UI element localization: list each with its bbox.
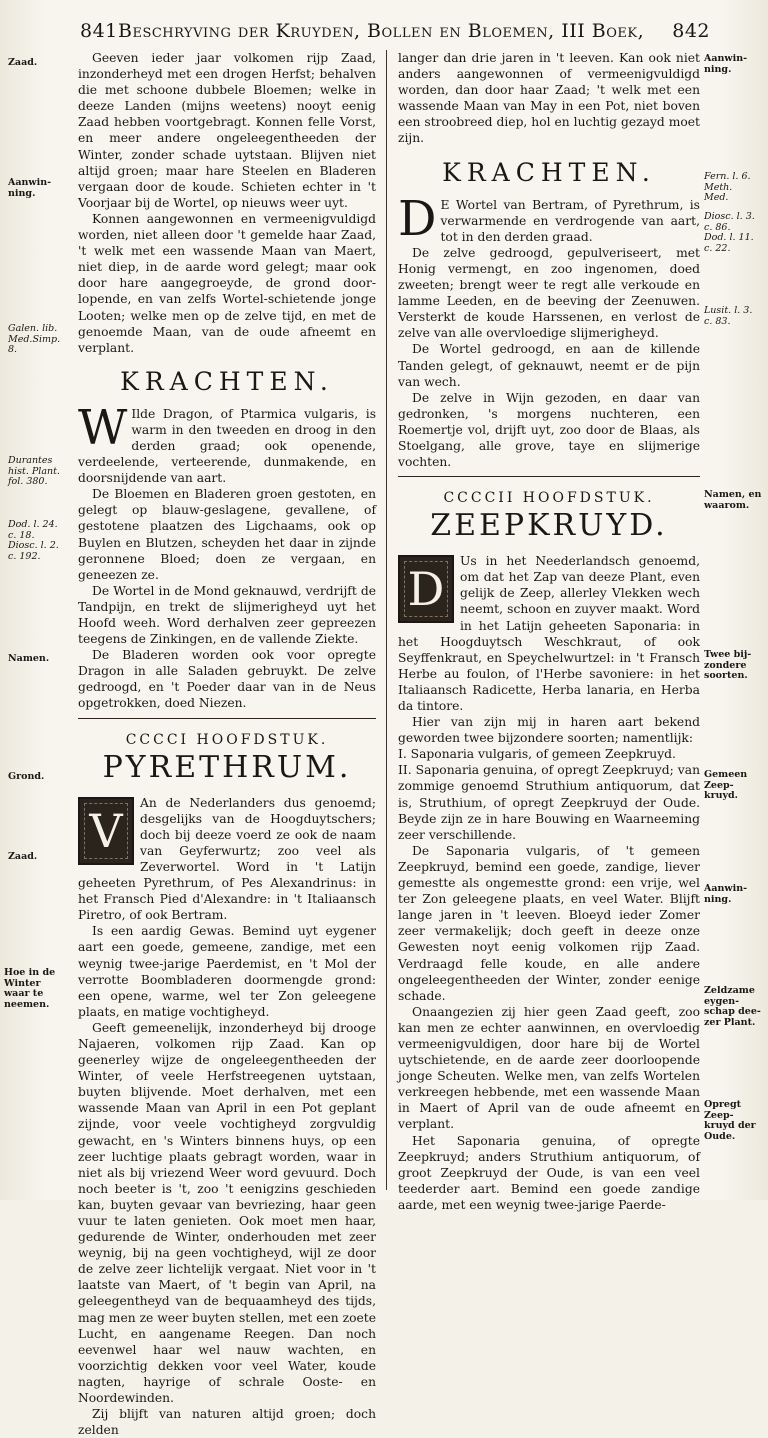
chapter-title-pyrethrum: PYRETHRUM. [102, 749, 352, 785]
initial-letter-d: D [398, 190, 437, 247]
section-heading-krachten-2: KRACHTEN. [442, 157, 656, 187]
margin-note-opregt: Opregt Zeep- kruyd der Oude. [704, 1099, 756, 1142]
margin-note-fernelius: Fern. l. 6. Meth. Med. [704, 171, 751, 203]
paragraph-pyrethrum-krachten-2: De zelve gedroogd, gepulveriseert, met Honig vermengt, en zoo ingenomen, doed zweeten; brengt weer te regt alle verkoude en lamme Leeden, en de beeving der Zeenuwen. Versterkt de koude Harssenen, en verlost de zelve van alle overvloedige slijmerigheyd. [398, 245, 700, 341]
chapter-number-2: CCCCII HOOFDSTUK. [443, 490, 655, 507]
paragraph-zaad: Geeven ieder jaar volkomen rijp Zaad, inzonderheyd met een drogen Herfst; behalven die met schoone dubbele Bloemen; welke in deeze Landen (mijns weetens) nooyt eenig Zaad hebben voortgebragt. Konnen felle Vorst, en meer andere ongeleegentheeden der Winter, zonder schade uytstaan. Blijven niet altijd groen; maar hare Steelen en Bladeren vergaan door de koude. Schieten echter in 't Voorjaar bij de Wortel, op nieuws weer uyt. [78, 51, 376, 210]
margin-note-zeldzame: Zeldzame eygen- schap dee- zer Plant. [704, 985, 761, 1028]
paragraph-namen: An de Nederlanders dus genoemd; desgelijks van de Hoogduytschers; doch bij deeze voerd ze ook de naam van Geyferwurtz; zoo veel als Zeverwortel. Word in 't Latijn geheeten Pyrethrum, of Pes Alexandrinus: in het Fransch Pied d'Alexandre: in 't Italiaansch Piretro, of ook Bertram. [78, 795, 376, 923]
margin-note-winter: Hoe in de Winter waar te neemen. [4, 967, 56, 1010]
margin-note-lusitanus: Lusit. l. 3. c. 83. [704, 305, 753, 327]
initial-letter-w: W [78, 399, 128, 456]
decorated-initial-d [398, 555, 454, 623]
left-column [78, 50, 376, 1438]
paragraph-pyrethrum-krachten-1: E Wortel van Bertram, of Pyrethrum, is verwarmende en verdrogende van aart, tot in den derden graad. [440, 197, 700, 244]
margin-note-namen: Namen. [8, 653, 50, 664]
page-number-left: 841 [80, 20, 118, 42]
initial-ornament-frame-2 [404, 561, 448, 617]
chapter-rule-2 [398, 476, 700, 477]
margin-note-durantes: Durantes hist. Plant. fol. 380. [8, 455, 60, 487]
page-header [60, 16, 718, 46]
paragraph-genuina: Het Saponaria genuina, of opregte Zeepkruyd; anders Struthium antiquorum, of groot Zeepkruyd der Oude, is van een veel teederder aart. Bemind een goede zandige aarde, met een weynig twee-jarige Paerde- [398, 1133, 700, 1212]
margin-note-galen: Galen. lib. Med.Simp. 8. [8, 323, 61, 355]
margin-note-twee-soorten: Twee bij- zondere soorten. [704, 649, 752, 681]
column-divider [386, 50, 387, 1190]
paragraph-soorten: Hier van zijn mij in haren aart bekend geworden twee bijzondere soorten; namentlijk: [398, 715, 700, 746]
right-column [398, 50, 700, 1212]
initial-ornament-frame [84, 803, 128, 859]
paragraph-last-line: Zij blijft van naturen altijd groen; doch zelden [78, 1407, 376, 1438]
chapter-rule [78, 718, 376, 719]
list-item-2: II. Saponaria genuina, of opregt Zeepkruyd; van zommige genoemd Struthium antiquorum, dat is, Struthium, of opregt Zeepkruyd der Oude. Beyde zijn ze in hare Bouwing en Waarneeming zeer verschillende. [398, 763, 700, 842]
paragraph-zaad-2: Geeft gemeenelijk, inzonderheyd bij drooge Najaeren, volkomen rijp Zaad. Kan op geenerley wijze de ongeleegentheeden der Winter, of veele Herfstreegenen uytstaan, buyten blijvende. Moet derhalven, met een wassende Maan van April in een Pot geplant zijnde, voor veele vochtigheyd zorgvuldig gewacht, en 's Winters binnens huys, op een zeer luchtige plaats gebragt worden, waar in niet als bij vriezend Weer word gevuurd. Doch noch beeter is 't, zoo 't eenigzins geschieden kan, buyten gevaar van bevriezing, haar geen vuur te laten genieten. Ook moet men haar, gedurende de Winter, onderhouden met zeer weynig, bij na geen vochtigheyd, wijl ze door de zelve zeer lichtelijk vergaat. Niet voor in 't laatste van Maert, of 't begin van April, na geleegentheyd van de bequaamheyd des tijds, mag men ze weer buyten stellen, met een zoete Lucht, en aangename Reegen. Dan noch eevenwel haar wel nauw wachten, en voorzichtig dekken voor veel Water, koude nagten, hayrige of schrale Ooste- en Noordewinden. [78, 1020, 376, 1406]
margin-note-zaad-2: Zaad. [8, 851, 38, 862]
paragraph-pyrethrum-krachten-4: De zelve in Wijn gezoden, en daar van gedronken, 's morgens nuchteren, een Roemertje vol, drijft uyt, zoo door de Blaas, als Stoelgang, alle grove, taye en slijmerige vochten. [398, 390, 700, 470]
margin-note-gemeen-zeepkruyd: Gemeen Zeep- kruyd. [704, 769, 748, 801]
initial-letter-d-decorated: D [407, 562, 445, 617]
paragraph-pyrethrum-krachten-3: De Wortel gedroogd, en aan de killende Tanden gelegt, of geknauwt, neemt er de pijn van wech. [398, 342, 700, 389]
margin-note-zaad: Zaad. [8, 57, 38, 68]
margin-note-aanwinning-right: Aanwin- ning. [704, 53, 748, 75]
paragraph-continuation: langer dan drie jaren in 't leeven. Kan ook niet anders aangewonnen of vermeenigvuldigd worden, dan door haar Zaad; 't welk met een wassende Maan van May in een Pot, niet boven een stroobreed diep, hol en luchtig gezayd moet zijn. [398, 51, 700, 146]
decorated-initial-v [78, 797, 134, 865]
paragraph-gemeen-zeepkruyd: De Saponaria vulgaris, of 't gemeen Zeepkruyd, bemind een goede, zandige, liever gemestte als ongemestte grond: een vrije, wel ter Zon geleegene plaats, en veel Water. Blijft lange jaren in 't leeven. Bloeyd ieder Zomer zeer vermakelijk; doch geeft in deeze onze Gewesten noyt eenig volkomen rijp Zaad. Verdraagd felle koude, en alle andere ongeleegentheeden der Winter, zonder eenige schade. [398, 843, 700, 1003]
running-head: Beschryving der Kruyden, Bollen en Bloemen, III Boek, [118, 20, 645, 42]
list-item-1: I. Saponaria vulgaris, of gemeen Zeepkruyd. [398, 747, 676, 762]
paragraph-krachten-3: De Wortel in de Mond geknauwd, verdrijft de Tandpijn, en trekt de slijmerigheyd uyt het Hoofd weeh. Word derhalven zeer gepreezen teegens de Zinkingen, en de vallende Ziekte. [78, 583, 376, 647]
margin-note-dioscorides: Diosc. l. 3. c. 86. Dod. l. 11. c. 22. [704, 211, 755, 254]
margin-note-grond: Grond. [8, 771, 45, 782]
paragraph-krachten-4: De Bladeren worden ook voor opregte Dragon in alle Saladen gebruykt. De zelve gedroogd, en 't Poeder daar van in de Neus opgetrokken, doed Niezen. [78, 648, 376, 711]
paragraph-krachten-2: De Bloemen en Bladeren groen gestoten, en gelegt op blauw-geslagene, gevallene, of gestotene plaatzen des Ligchaams, ook op Buylen en Blutzen, scheyden het daar in zijnde geronnene Bloed; doen ze vergaan, en geneezen ze. [78, 487, 376, 582]
chapter-title-zeepkruyd: ZEEPKRUYD. [430, 508, 668, 544]
paragraph-krachten-1: Ilde Dragon, of Ptarmica vulgaris, is warm in den tweeden en droog in den derden graad; ook openende, verdeelende, verteerende, dunmakende, en doorsnijdende van aart. [78, 406, 376, 486]
paragraph-zeepkruyd-namen: Us in het Neederlandsch genoemd, om dat het Zap van deeze Plant, even gelijk de Zeep, allerley Vlekken wech neemt, schoon en zuyver maakt. Word in het Latijn geheeten Saponaria: in het Hoogduytsch Weschkraut, of ook Seyffenkraut, en Speychelwurtzel: in 't Fransch Herbe au foulon, of l'Herbe savoniere: in het Italiaansch Radicette, Herba lanaria, en Herba da tintore. [398, 554, 700, 713]
margin-note-namen-waarom: Namen, en waarom. [704, 489, 762, 511]
page-number-right: 842 [672, 20, 710, 42]
paragraph-grond: Is een aardig Gewas. Bemind uyt eygener aart een goede, gemeene, zandige, met een weynig twee-jarige Paerdemist, en 't Mol der verrotte Boombladeren doormengde grond: een opene, warme, wel ter Zon geleegene plaats, en matige vochtigheyd. [78, 924, 376, 1019]
margin-note-dodonaeus: Dod. l. 24. c. 18. Diosc. l. 2. c. 192. [8, 519, 59, 562]
section-heading-krachten: KRACHTEN. [120, 366, 334, 396]
initial-letter-v: V [89, 803, 123, 858]
chapter-number: CCCCI HOOFDSTUK. [125, 731, 329, 748]
paragraph-aanwinning: Konnen aangewonnen en vermeenigvuldigd worden, niet alleen door 't gemelde haar Zaad, 't welk met een wassende Maan van Maert, niet diep, in de aarde word gelegt; maar ook door hare aangegroeyde, de grond door-lopende, en van zelfs Wortel-schietende jonge Looten; welke men op de zelve tijd, en met de genoemde Maan, van de oude afneemt en verplant. [78, 211, 376, 355]
margin-note-aanwinning: Aanwin- ning. [8, 177, 52, 199]
margin-note-aanwinning-right-2: Aanwin- ning. [704, 883, 748, 905]
paragraph-aanwinning-zeepkruyd: Onaangezien zij hier geen Zaad geeft, zoo kan men ze echter aanwinnen, en overvloedig vermeenigvuldigen, door hare bij de Wortel uytschietende, en de aarde zeer doorloopende jonge Scheuten. Welke men, van zelfs Wortelen verkreegen hebbende, met een wassende Maan in Maert of April van de oude afneemt en verplant. [398, 1004, 700, 1132]
